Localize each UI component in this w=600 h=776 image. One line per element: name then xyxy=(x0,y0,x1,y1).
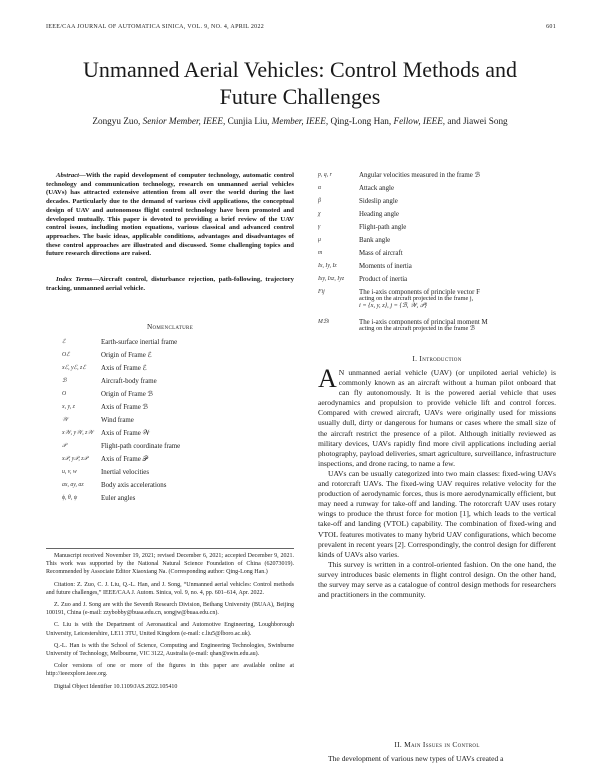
footnote-rule xyxy=(46,548,294,549)
nom-row: Mℬi The i-axis components of principal moment M acting on the aircraft projected in the frame ℬ xyxy=(318,319,488,332)
title-line-2: Future Challenges xyxy=(219,84,381,109)
nom-row: 𝒲 Wind frame xyxy=(62,417,134,424)
intro-paragraph-3: This survey is written in a control-oriented fashion. On the one hand, the survey introduces basic elements in flight control design. On the other hand, the survey may serve as a catalogue of control design methods for researchers and practitioners in the community. xyxy=(318,559,556,600)
index-terms-label: Index Terms xyxy=(56,276,93,283)
nom-row: x𝒲, y𝒲, z𝒲 Axis of Frame 𝒲 xyxy=(62,430,150,437)
nom-row: ℰ Earth-surface inertial frame xyxy=(62,339,178,346)
footnotes xyxy=(46,552,294,695)
section-2-paragraph: The development of various new types of UAVs created a xyxy=(328,754,504,763)
footnote-affil-zuo-song: Z. Zuo and J. Song are with the Seventh Research Division, Beihang University (BUAA), Beijing 100191, China (e-mail: zzybobby@buaa.edu.cn, songjw@buaa.edu.cn). xyxy=(46,602,294,617)
nom-row: Fij The i-axis components of principle vector F acting on the aircraft projected in the frame j, i = {x, y, z}, j = {ℬ, 𝒲, 𝒫} xyxy=(318,289,480,309)
author-4: and Jiawei Song xyxy=(447,116,508,126)
footnote-color-versions: Color versions of one or more of the figures in this paper are available online at http://ieeexplore.ieee.org. xyxy=(46,663,294,678)
nom-row: γ Flight-path angle xyxy=(318,224,407,231)
footnote-doi[interactable]: Digital Object Identifier 10.1109/JAS.2022.105410 xyxy=(54,683,178,690)
abstract-text: —With the rapid development of computer technology, automatic control technology and communication technology, research on unmanned aerial vehicles (UAVs) has attracted extensive attention from all over the world during the last decades. Particularly due to the demand of various civil applications, the conceptual design of UAV and autonomous flight control technology have been promoted and developed mutually. This paper is devoted to providing a brief review of the UAV control issues, including motion equations, various classical and advanced control approaches. The basic ideas, applicable conditions, advantages and disadvantages of these control approaches are illustrated and discussed. Some challenging topics and future research directions are raised. xyxy=(46,172,294,258)
section-1-body xyxy=(318,364,556,600)
nom-row: Ix, Iy, Iz Moments of inertia xyxy=(318,263,412,270)
nom-row: α Attack angle xyxy=(318,185,395,192)
intro-paragraph-1: A N unmanned aerial vehicle (UAV) (or unpiloted aerial vehicle) is commonly known as an aircraft without a human pilot onboard that can fly autonomously. It is the powered aerial vehicle that uses aerodynamics and propulsion to provide vehicle lift and control forces. Compared with crewed aircraft, UAVs were originally used for missions usually dull, dirty or dangerous for humans or cases where the small size of the aircraft restrict the presence of a pilot. Although initially reviewed as military devices, UAVs rapidly find more civil applications including aerial photography, payload deliveries, smart agriculture, surveillance, infrastructure inspections, and drone racing, to name a few. xyxy=(318,364,556,468)
nom-row: ϕ, θ, ψ Euler angles xyxy=(62,495,136,502)
author-2: Cunjia Liu, xyxy=(227,116,270,126)
section-2-body xyxy=(318,754,556,764)
footnote-affil-liu: C. Liu is with the Department of Aeronautical and Automotive Engineering, Loughborough University, Leicestershire, LE11 3TU, United Kingdom (e-mail: c.liu5@lboro.ac.uk). xyxy=(46,622,294,637)
nom-row: ℬ Aircraft-body frame xyxy=(62,378,157,385)
nom-row: u, v, w Inertial velocities xyxy=(62,469,150,476)
nom-row: p, q, r Angular velocities measured in the frame ℬ xyxy=(318,172,480,179)
nom-row: μ Bank angle xyxy=(318,237,391,244)
abstract-label: Abstract xyxy=(56,172,80,179)
drop-cap: A xyxy=(318,364,337,393)
footnote-citation: Citation: Z. Zuo, C. J. Liu, Q.-L. Han, and J. Song, “Unmanned aerial vehicles: Control methods and future challenges,” IEEE/CAA J. Autom. Sinica, vol. 9, no. 4, pp. 601–614, Apr. 2022. xyxy=(46,581,294,596)
author-3: Qing-Long Han, xyxy=(330,116,392,126)
nom-row: χ Heading angle xyxy=(318,211,399,218)
nom-row: ax, ay, az Body axis accelerations xyxy=(62,482,167,489)
nom-row: O Origin of Frame ℬ xyxy=(62,391,153,398)
nom-row: x𝒫, y𝒫, z𝒫 Axis of Frame 𝒫 xyxy=(62,456,148,463)
footnote-affil-han: Q.-L. Han is with the School of Science, Computing and Engineering Technologies, Swinburne University of Technology, Melbourne, VIC 3122, Australia (e-mail: qhan@swin.edu.au). xyxy=(46,642,294,658)
nom-row: m Mass of aircraft xyxy=(318,250,403,257)
nom-row: 𝒫 Flight-path coordinate frame xyxy=(62,443,181,450)
nom-row: Ixy, Ixz, Iyz Product of inertia xyxy=(318,276,408,283)
nomenclature-heading: Nomenclature xyxy=(146,322,194,331)
footnote-received: Manuscript received November 19, 2021; revised December 6, 2021; accepted December 9, 2021. This work was supported by the National Natural Science Foundation of China (62073019). Recommended by Associate Editor Xiaoxiang Na. (Corresponding author: Qing-Long Han.) xyxy=(46,553,294,576)
nom-row: β Sideslip angle xyxy=(318,198,398,205)
author-1-role: Senior Member, IEEE, xyxy=(142,116,226,126)
intro-paragraph-2: UAVs can be usually categorized into two main classes: fixed-wing UAVs and rotorcraft UAVs. The fixed-wing UAV requires relative velocity for the production of aerodynamic forces, thus is more aerodynamically efficient, but may need a runway for take-off and landing. The rotorcraft UAV uses rotary wings to produce the thrust force for motion [1], which leads to the vertical take-off and landing (VTOL) capability. The combination of fixed-wing and VTOL features motivates to many hybrid UAV configurations, which become prevalent in recent years [2]. Correspondingly, the control design for different kinds of UAVs also varies. xyxy=(318,468,556,559)
author-1: Zongyu Zuo, xyxy=(92,116,141,126)
paper-title xyxy=(40,56,560,110)
section-2-heading: II. Main Issues in Control xyxy=(394,740,480,749)
nom-row: xℰ, yℰ, zℰ Axis of Frame ℰ xyxy=(62,365,147,372)
nom-row: x, y, z Axis of Frame ℬ xyxy=(62,404,148,411)
journal-name: IEEE/CAA JOURNAL OF AUTOMATICA SINICA, VOL. 9, NO. 4, APRIL 2022 xyxy=(46,24,265,30)
author-2-role: Member, IEEE, xyxy=(271,116,329,126)
index-terms xyxy=(46,276,294,293)
section-1-heading: I. Introduction xyxy=(412,354,462,363)
nom-row: Oℰ Origin of Frame ℰ xyxy=(62,352,152,359)
title-line-1: Unmanned Aerial Vehicles: Control Methods and xyxy=(82,57,518,82)
author-3-role: Fellow, IEEE, xyxy=(393,116,446,126)
author-list xyxy=(40,116,560,126)
running-header xyxy=(46,24,556,30)
abstract xyxy=(46,172,294,259)
index-terms-text: —Aircraft control, disturbance rejection, path-following, trajectory tracking, unmanned aerial vehicle. xyxy=(46,276,294,292)
page-number: 601 xyxy=(546,24,556,30)
